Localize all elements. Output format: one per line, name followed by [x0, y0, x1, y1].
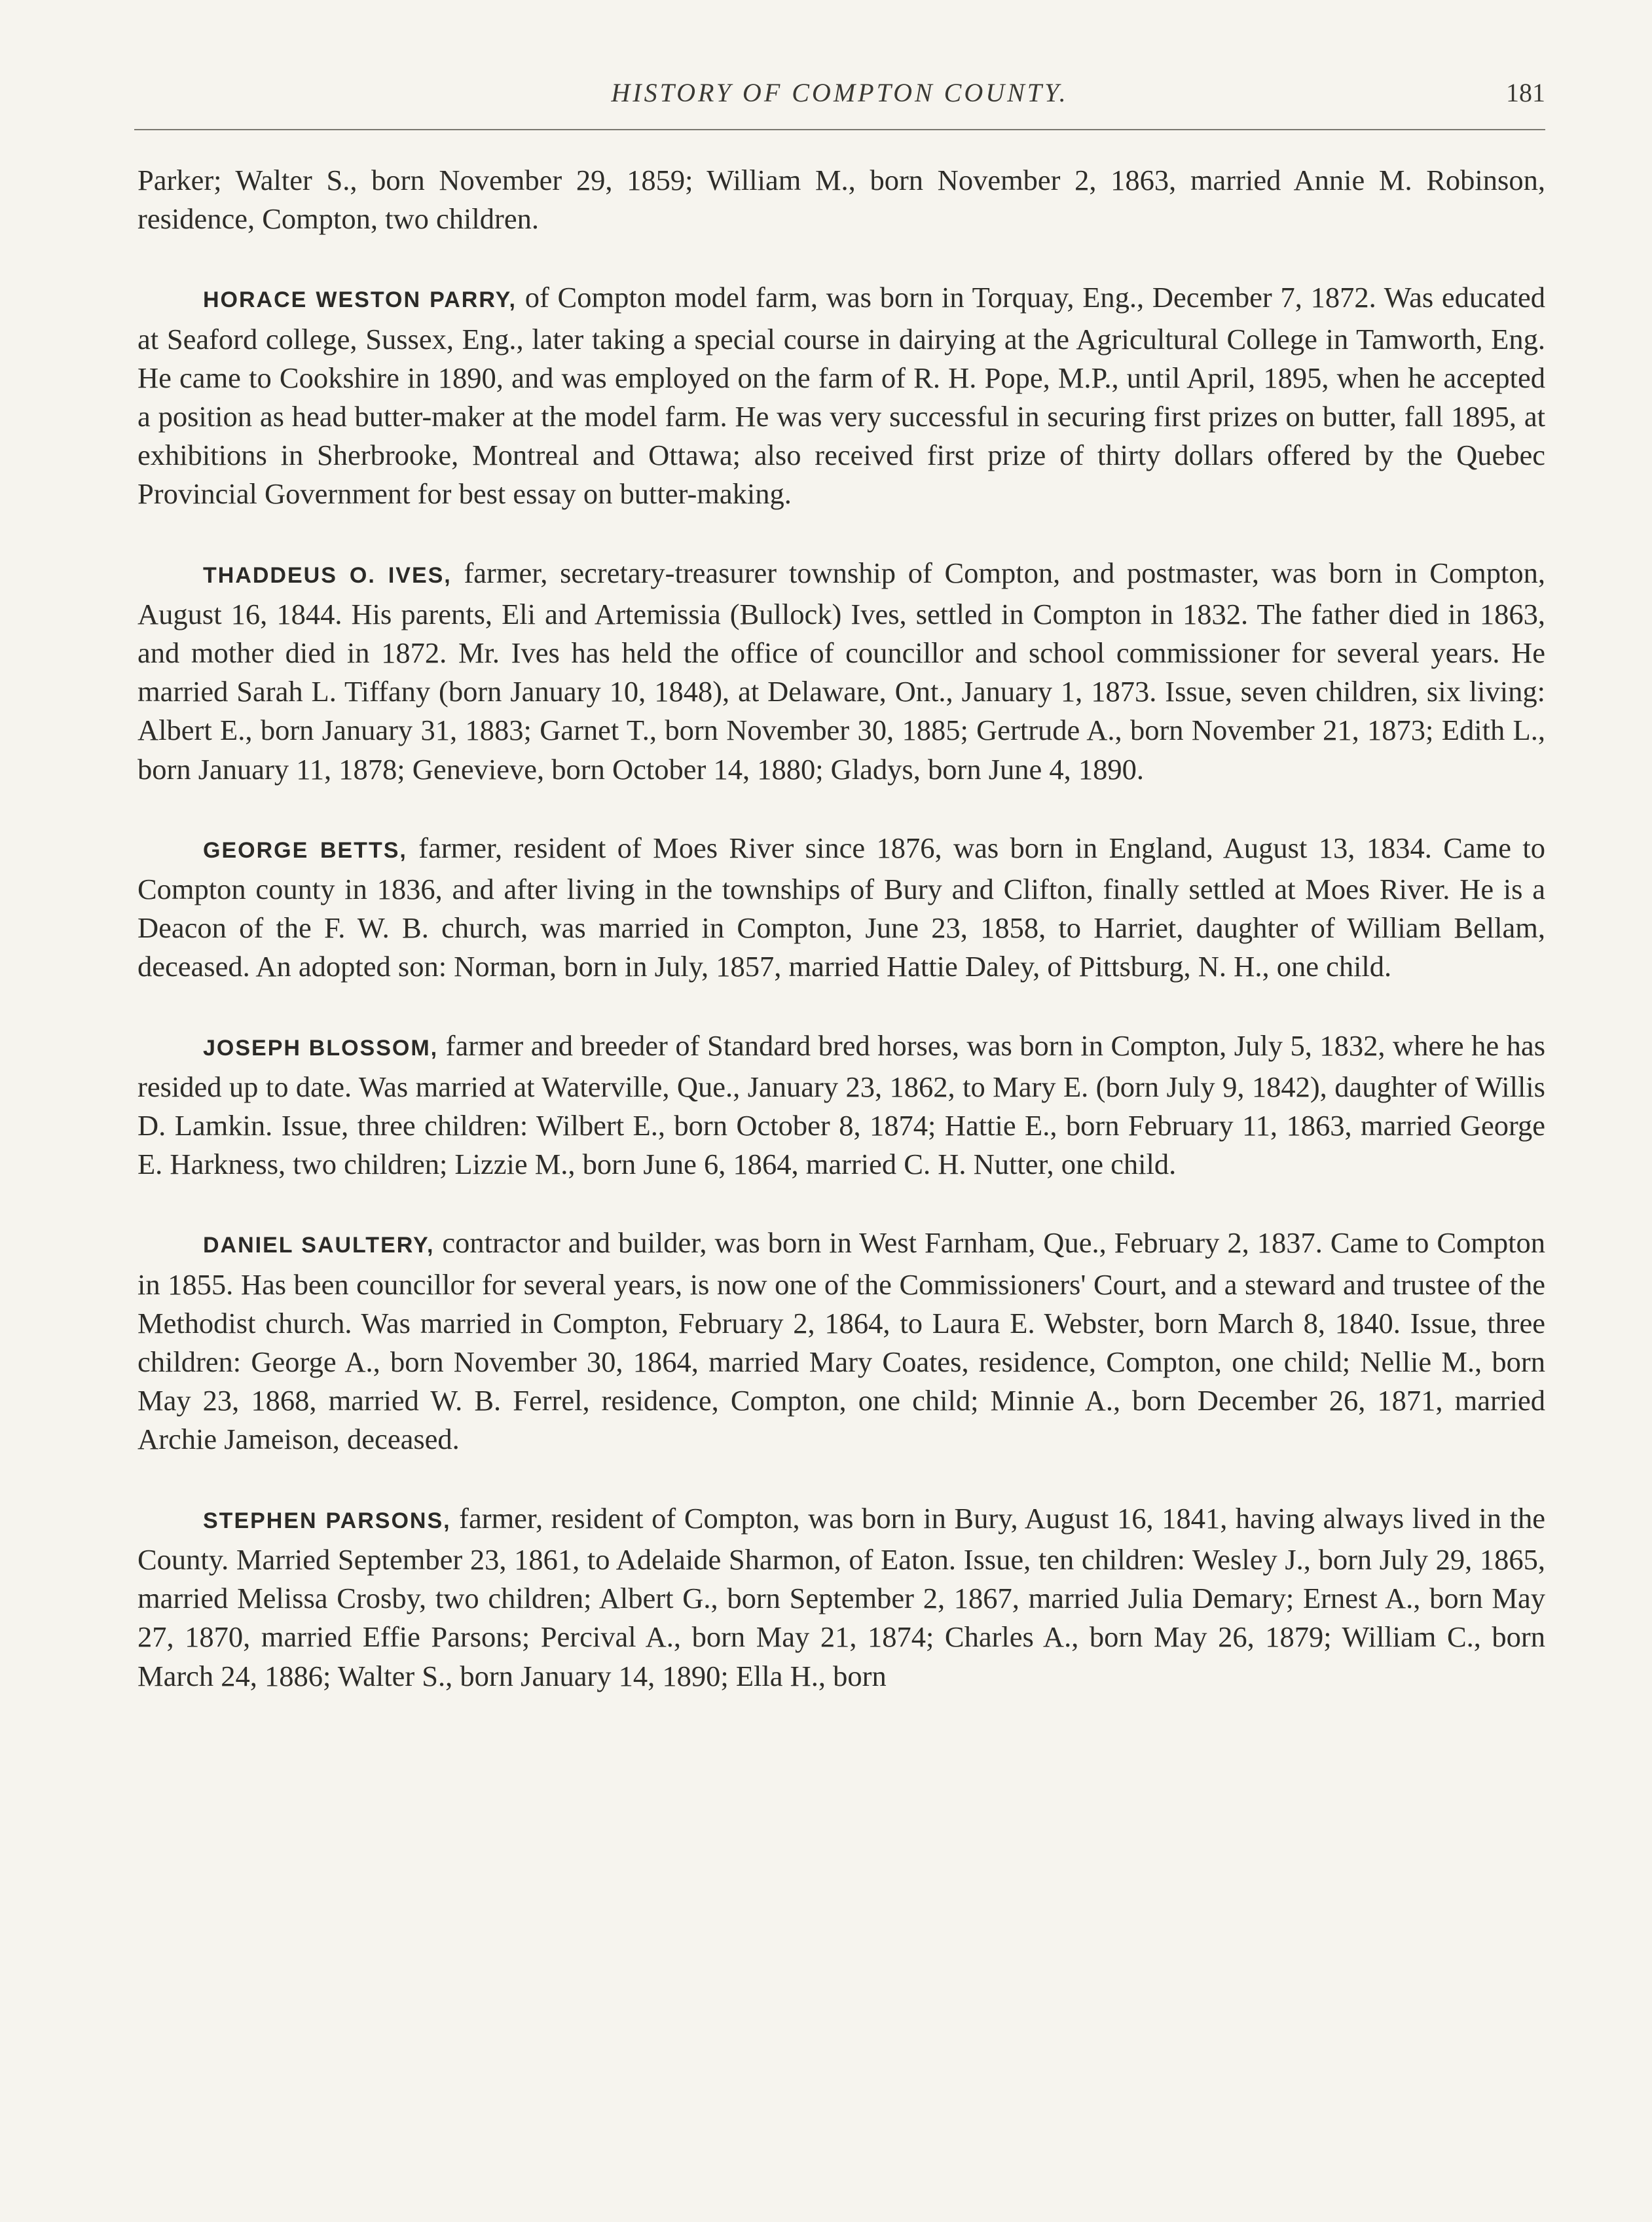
entry-parsons [138, 1499, 1545, 1696]
entry-name: THADDEUS O. IVES, [203, 562, 452, 588]
paragraph-continuation [138, 161, 1545, 238]
entry-name: HORACE WESTON PARRY, [203, 287, 517, 313]
entry-blossom [138, 1027, 1545, 1184]
entry-text: farmer, resident of Moes River since 1876, was born in England, August 13, 1834. Came to Compton county in 1836, and after living in the townships of Bury and Clifton, finally settled at Moes River. He is a Deacon of the F. W. B. church, was married in Compton, June 23, 1858, to Harriet, daughter of William Bellam, deceased. An adopted son: Norman, born in July, 1857, married Hattie Daley, of Pittsburg, N. H., one child. [138, 831, 1545, 983]
entry-text: farmer and breeder of Standard bred horses, was born in Compton, July 5, 1832, where he has resided up to date. Was married at Waterville, Que., January 23, 1862, to Mary E. (born July 9, 1842), daughter of Willis D. Lamkin. Issue, three children: Wilbert E., born October 8, 1874; Hattie E., born February 11, 1863, married George E. Harkness, two children; Lizzie M., born June 6, 1864, married C. H. Nutter, one child. [138, 1029, 1546, 1181]
entry-text: farmer, resident of Compton, was born in Bury, August 16, 1841, having always lived in the County. Married September 23, 1861, to Adelaide Sharmon, of Eaton. Issue, ten children: Wesley J., born July 29, 1865, married Melissa Crosby, two children; Albert G., born September 2, 1867, married Julia Demary; Ernest A., born May 27, 1870, married Effie Parsons; Percival A., born May 21, 1874; Charles A., born May 26, 1879; William C., born March 24, 1886; Walter S., born January 14, 1890; Ella H., born [138, 1501, 1545, 1692]
paragraph-text: Parker; Walter S., born November 29, 1859; William M., born November 2, 1863, married Annie M. Robinson, residence, Compton, two children. [138, 164, 1545, 236]
entry-text: of Compton model farm, was born in Torquay, Eng., December 7, 1872. Was educated at Seaford college, Sussex, Eng., later taking a special course in dairying at the Agricultural College in Tamworth, Eng. He came to Cookshire in 1890, and was employed on the farm of R. H. Pope, M.P., until April, 1895, when he accepted a position as head butter-maker at the model farm. He was very successful in securing first prizes on butter, fall 1895, at exhibitions in Sherbrooke, Montreal and Ottawa; also received first prize of thirty dollars offered by the Quebec Provincial Government for best essay on butter-making. [138, 281, 1545, 511]
entry-ives [138, 554, 1545, 789]
entry-name: STEPHEN PARSONS, [203, 1508, 451, 1533]
entry-name: GEORGE BETTS, [203, 837, 407, 863]
entry-name: DANIEL SAULTERY, [203, 1233, 435, 1258]
running-title: HISTORY OF COMPTON COUNTY. [611, 78, 1069, 107]
body-text [138, 161, 1545, 1696]
header-rule [134, 129, 1545, 130]
entry-parry [138, 278, 1545, 513]
entry-betts [138, 829, 1545, 987]
running-head [134, 77, 1545, 117]
page-number: 181 [1506, 78, 1545, 107]
entry-text: contractor and builder, was born in West Farnham, Que., February 2, 1837. Came to Compton in 1855. Has been councillor for several years, is now one of the Commissioners' Court, and a steward and trustee of the Methodist church. Was married in Compton, February 2, 1864, to Laura E. Webster, born March 8, 1840. Issue, three children: George A., born November 30, 1864, married Mary Coates, residence, Compton, one child; Nellie M., born May 23, 1868, married W. B. Ferrel, residence, Compton, one child; Minnie A., born December 26, 1871, married Archie Jameison, deceased. [138, 1226, 1545, 1456]
entry-saultery [138, 1224, 1545, 1459]
entry-name: JOSEPH BLOSSOM, [203, 1035, 439, 1061]
entry-text: farmer, secretary-treasurer township of Compton, and postmaster, was born in Compton, August 16, 1844. His parents, Eli and Artemissia (Bullock) Ives, settled in Compton in 1832. The father died in 1863, and mother died in 1872. Mr. Ives has held the office of councillor and school commissioner for several years. He married Sarah L. Tiffany (born January 10, 1848), at Delaware, Ont., January 1, 1873. Issue, seven children, six living: Albert E., born January 31, 1883; Garnet T., born November 30, 1885; Gertrude A., born November 21, 1873; Edith L., born January 11, 1878; Genevieve, born October 14, 1880; Gladys, born June 4, 1890. [138, 556, 1546, 786]
